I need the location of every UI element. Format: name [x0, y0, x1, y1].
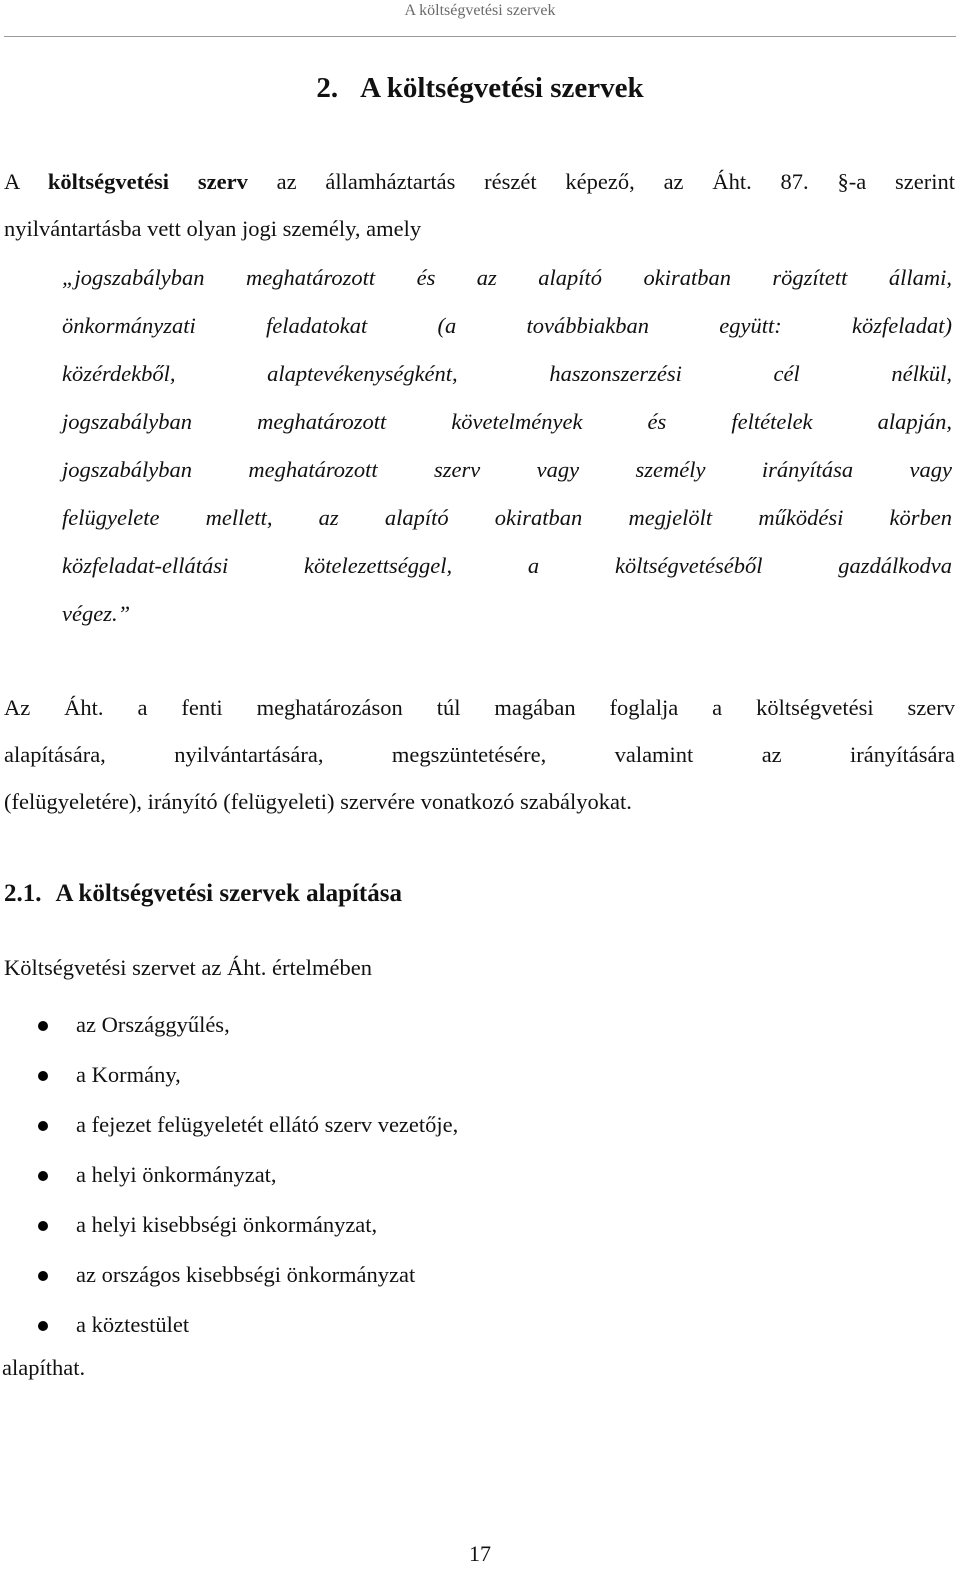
list-item-text: a fejezet felügyeletét ellátó szerv vezetője,	[76, 1112, 459, 1137]
definition-quote	[62, 254, 952, 638]
list-item-text: az Országgyűlés,	[76, 1012, 230, 1037]
paragraph-line: (felügyeletére), irányító (felügyeleti) szervére vonatkozó szabályokat.	[4, 789, 632, 814]
list-item-text: a helyi kisebbségi önkormányzat,	[76, 1212, 378, 1237]
intro-bold-term: költségvetési szerv	[47, 169, 248, 194]
list-item	[0, 1300, 458, 1350]
quote-line: „jogszabályban meghatározott és az alapító okiratban rögzített állami,	[62, 265, 952, 290]
list-item-text: a köztestület	[76, 1312, 190, 1337]
intro-rest: az államháztartás részét képező, az Áht. 87. §-a szerint	[276, 169, 955, 194]
quote-line: jogszabályban meghatározott követelmények és feltételek alapján,	[62, 409, 952, 434]
intro-line-1	[4, 158, 955, 205]
list-item	[0, 1150, 458, 1200]
quote-line: felügyelete mellett, az alapító okiratban megjelölt működési körben	[62, 505, 952, 530]
bullet-icon	[38, 1121, 48, 1131]
page-number: 17	[469, 1541, 491, 1566]
intro-paragraph	[4, 158, 955, 252]
quote-line: közfeladat-ellátási kötelezettséggel, a költségvetéséből gazdálkodva	[62, 553, 952, 578]
list-item-text: a helyi önkormányzat,	[76, 1162, 277, 1187]
bullet-icon	[38, 1271, 48, 1281]
closing-text: alapíthat.	[2, 1355, 86, 1380]
list-intro: Költségvetési szervet az Áht. értelmében	[4, 955, 372, 980]
intro-line-2: nyilvántartásba vett olyan jogi személy, amely	[4, 216, 422, 241]
chapter-title	[0, 72, 960, 105]
running-header: A költségvetési szervek	[404, 2, 556, 19]
list-item	[0, 1100, 458, 1150]
quote-line: közérdekből, alaptevékenységként, haszonszerzési cél nélkül,	[62, 361, 952, 386]
header-divider	[4, 36, 956, 37]
bullet-icon	[38, 1221, 48, 1231]
quote-line: végez.”	[62, 601, 131, 626]
bullet-icon	[38, 1171, 48, 1181]
intro-prefix: A	[4, 169, 20, 194]
quote-line: jogszabályban meghatározott szerv vagy személy irányítása vagy	[62, 457, 952, 482]
list-item	[0, 1050, 458, 1100]
founders-list	[0, 1000, 458, 1350]
bullet-icon	[38, 1321, 48, 1331]
section-number: 2.1.	[4, 880, 42, 907]
list-item-text: a Kormány,	[76, 1062, 181, 1087]
list-item-text: az országos kisebbségi önkormányzat	[76, 1262, 416, 1287]
bullet-icon	[38, 1021, 48, 1031]
section-title-text: A költségvetési szervek alapítása	[55, 880, 402, 907]
quote-line: önkormányzati feladatokat (a továbbiakban együtt: közfeladat)	[62, 313, 952, 338]
section-title	[4, 880, 402, 908]
chapter-number: 2.	[316, 72, 339, 104]
list-item	[0, 1200, 458, 1250]
list-item	[0, 1250, 458, 1300]
list-item	[0, 1000, 458, 1050]
chapter-title-text: A költségvetési szervek	[360, 72, 644, 104]
bullet-icon	[38, 1071, 48, 1081]
paragraph-line: alapítására, nyilvántartására, megszüntetésére, valamint az irányítására	[4, 742, 955, 767]
second-paragraph	[4, 684, 955, 825]
paragraph-line: Az Áht. a fenti meghatározáson túl magában foglalja a költségvetési szerv	[4, 695, 955, 720]
